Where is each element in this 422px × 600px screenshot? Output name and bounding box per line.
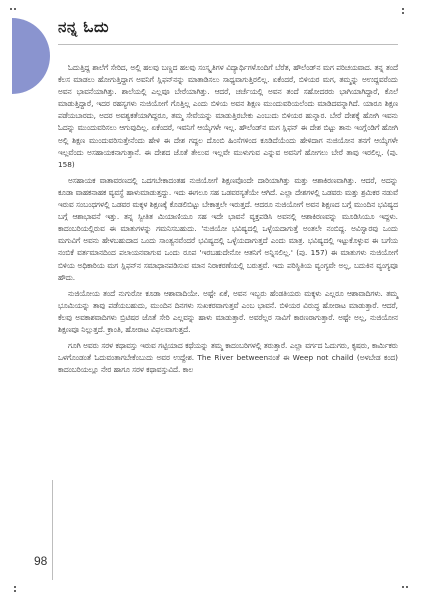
paragraph: ನುಜಿಯೋಯ ತಂದೆ ನುಗುರೋ ಕೂಡಾ ಆಶಾವಾದಿಯೇ. ಅಷ್ಟೇ ಏಕೆ, ಅವನ ಇಬ್ಬರು ಹೆಂಡತಿಯರು ಮಕ್ಕಳು ಎಲ್ಲರೂ ಆಶಾವಾದಿಗಳು. ತಮ್ಮ ಭೂಮಿಯನ್ನು ತಾವು ಪಡೆಯಬಹುದು, ಮುಂದಿನ ದಿನಗಳು ಸುಖಕರವಾಗುತ್ತವೆ ಎಂಬ ಭಾವನೆ. ಬಿಳಿಯರ ವಿರುದ್ಧ ಹೋರಾಟ ಮಾಡುತ್ತಾರೆ. ಆದರೆ, ಕೆಲವು ಅವಕಾಶವಾದಿಗಳು ಬ್ರಿಟಿಷರ ಜೊತೆ ಸೇರಿ ಎಲ್ಲವನ್ನು ಹಾಳು ಮಾಡುತ್ತಾರೆ. ಅವರೆಲ್ಲರ ಸಾವಿಗೆ ಕಾರಣರಾಗುತ್ತಾರೆ. ಅಷ್ಟೇ ಅಲ್ಲ, ನುಜಿಯೋನ ಶಿಕ್ಷಣವೂ ನಿಲ್ಲುತ್ತದೆ. ಕ್ರಾಂತಿ, ಹೋರಾಟ ವಿಫಲವಾಗುತ್ತದೆ. [58, 288, 398, 334]
paragraph: ಅಸಹಾಯಕ ವಾತಾವರಣದಲ್ಲಿ ಒದಗಬೇಕಾದಂತಹ ನುಜಿಯೋಗೆ ಶಿಕ್ಷಣವೊಂದೇ ದಾರಿಯಾಗಿತ್ತು ಮತ್ತು ಆಶಾಕಿರಣವಾಗಿತ್ತು. ಆದರೆ, ಅದನ್ನು ಕೂಡಾ ವಾಹಕನಾಹಕ ವ್ಯವಸ್ಥೆ ಹಾಳುಮಾಡುತ್ತದ್ದು. ಇದು ಈಗಲೂ ಸಹ ಒಡವರಸ್ಯತೆಯೇ ಆಗಿದೆ. ಎಲ್ಲಾ ದೇಶಗಳಲ್ಲಿ ಒಡವರು ಮತ್ತು ಶ್ರಮಿಕರ ನಡುವೆ ಇರುವ ಸಂಬಂಧಗಳಲ್ಲಿ ಒಡವರ ಮಕ್ಕಳ ಶಿಕ್ಷಣಕ್ಕೆ ಕೊಡಲಿಬಿಟ್ಟು ಬೇಕಾತ್ತಲೇ ಇರುತ್ತದೆ. ಆದರೂ ನುಜಿಯೋಗೆ ಅವನ ಶಿಕ್ಷಣದ ಬಗ್ಗೆ ಮುಂದಿನ ಭವಿಷ್ಯದ ಬಗ್ಗೆ ಆಶಾಭಾವನೆ ಇತ್ತು. ತನ್ನ ಸ್ವೀತಿತ ಮಿಯಾಣಿಯೂ ಸಹ ಇದೇ ಭಾವನೆ ವ್ಯಕ್ತಪಡಿಸಿ ಅವನಲ್ಲಿ ಆಶಾಕಿರಣವನ್ನು ಮೂಡಿಸಿಯೂ ಇದ್ದಳು. ಕಾದಂಬರಿಯಲ್ಲಿರುವ ಈ ಮಾತುಗಳನ್ನು ಗಮನಿಸಬಹುದು. 'ನುಜಿಯೋ ಭವಿಷ್ಯದಲ್ಲಿ ಒಳ್ಳೆಯದಾಗುತ್ತೆ ಅಂತಲೇ ನಂಬಿದ್ದ. ಅವಿಸ್ವಾರವು ಒಂದು ಮಗುವಿಗೆ ಅವನು ಹೇಳಬಹುದಾದ ಒಂದು ಸಾಂತ್ವನವೆಂದರೆ ಭವಿಷ್ಯದಲ್ಲಿ ಒಳ್ಳೆಯದಾಗುತ್ತದೆ ಎಂದು ಮಾತ್ರ. ಭವಿಷ್ಯದಲ್ಲಿ ಇಟ್ಟುಕೊಳ್ಳುವ ಈ ಬಗೆಯ ನಂಬಿಕೆ ವರ್ತಮಾನದಿಂದ ಪಲಾಯನವಾಗುವ ಒಂದು ರೂಪ 'ಇರಬಹುದೇನೋ ಆತನಿಗೆ ಅನ್ನಿಸಲಿಲ್ಲ.' (ಪು. 157) ಈ ಮಾತುಗಳು ನುಜಿಯೋಗೆ ಬಿಳಿಯ ಅಧಿಕಾರಿಯ ಮಗ ಸ್ಲಿಫನ್‌ನ ಸಮಾಧಾನಪಡಿಸುವ ಮಾನ ನಿರಾಕರಣೆಯಲ್ಲಿ ಬರುತ್ತವೆ. ಇದು ಪರಿಸ್ಥಿತಿಯ ವ್ಯಂಗ್ಯವೇ ಅಲ್ಲ, ಬದುಕಿನ ವ್ಯಂಗ್ಯವೂ ಹೌದು. [58, 175, 398, 282]
corner-mark [402, 8, 408, 14]
title-divider [58, 44, 398, 45]
paragraph: ಗೂಗಿ ಅವರು ಸರಳ ಕಥಾವಸ್ತು ಇರುವ ಗಟ್ಟಿಯಾದ ಕಥೆಯನ್ನು ತಮ್ಮ ಕಾದಂಬರಿಗಳಲ್ಲಿ ತರುತ್ತಾರೆ. ಎಲ್ಲಾ ವರ್ಗದ ಓದುಗರು, ಕೃಷರು, ಕಾರ್ಮಿಕರು ಒಳಗೊಂಡಂತೆ ಓದುವಂತಾಗಬೇಕೆಂಬುದು ಅವರ ಉದ್ದೇಶ. The River betweenನಂತೆ ಈ Weep not chaild (ಅಳಬೇಡ ಕಂದ) ಕಾದಂಬರಿಯಲ್ಲೂ ನೇರ ಹಾಗೂ ಸರಳ ಕಥಾವಸ್ತುವಿದೆ. ಕಾಲ [58, 341, 398, 375]
margin-rule [52, 480, 53, 580]
paragraph: ಓದುತ್ತಿದ್ದ ಶಾಲೆಗೆ ಸೇರಿದ, ಅಲ್ಲಿ ಹಲವು ಬಣ್ಣದ ಹಲವು ಸಂಸ್ಕೃತಿಗಳ ವಿದ್ಯಾರ್ಥಿಗಳೊಂದಿಗೆ ಬೆರೆತ, ಹೌಲೆಂಡ್‌ನ ಮಗ ಪರಿಚಯವಾದ. ತನ್ನ ತಂದೆ ಕೆಲಸ ಮಾಡಲು ಹೋಗುತ್ತಿದ್ದಾಗ ಅವನಿಗೆ ಸ್ಲಿಫನ್‌ನನ್ನು ಮಾತಾಡಿಸಲು ಸಾಧ್ಯವಾಗುತ್ತಿರಲಿಲ್ಲ. ಏಕೆಂದರೆ, ಬಿಳಿಯರ ಮಗ, ತಮ್ಮನ್ನು ಅಉದ್ದವರೆಂದು ಅವನ ಭಾವನೆಯಾಗಿತ್ತು. ಶಾಲೆಯಲ್ಲಿ ಎಲ್ಲವೂ ಬೇರೆಯಾಗಿತ್ತು. ಆದರೆ, ಚರ್ಚೆಯಲ್ಲಿ ಅವನ ತಂದೆ ಸಹೋದರರು ಭಾಗಿಯಾಗಿದ್ದಾರೆ, ಕೊಲೆ ಮಾಡುತ್ತಿದ್ದಾರೆ, ಇದರ ರಹಸ್ಯಗಳು ನುಜಿಯೋಗೆ ಗೊತ್ತಿಲ್ಲ ಎಂದು ಬಿಳಿಯ ಅವನ ಶಿಕ್ಷಣ ಮುಂದುವರಿಯಲೆಂದು ಮಾಡಿದವನ್ನಾಗಿದೆ. ಯಾರೂ ಶಿಕ್ಷಣ ಪಡೆಯಬಾರದು, ಅದರ ಅವಶ್ಯಕತೆಯಾಗಿದ್ದರೂ, ತಮ್ಮ ಸೇವೆಯನ್ನು ಮಾಡುತ್ತಿರಬೇಕು ಎಂಬುದು ಬಿಳಿಯರ ಹುನ್ನಾರ. ಬೇರೆ ದೇಶಕ್ಕೆ ಹೋಗಿ ಇವನು ಓದನ್ನು ಮುಂದುವರಿಸಲು ಆಗುವುದಿಲ್ಲ. ಏಕೆಂದರೆ, ಇವನಿಗೆ ಆಯ್ಕೆಗಳೇ ಇಲ್ಲ. ಹೌಲೆಂಡ್‌ನ ಮಗ ಸ್ಲಿಫನ್ ಈ ದೇಶ ಬಿಟ್ಟು ತಾನು ಇಂಗ್ಲೆಂಡಿಗೆ ಹೋಗಿ ಅಲ್ಲಿ ಶಿಕ್ಷಣ ಮುಂದುವರಿಸುತ್ತೇನೆಂದು ಹೇಳಿ ಈ ದೇಶ ಗದ್ದಲ ದೊಂಬಿ ಹಿಂಸೆಗಳಿಂದ ಕೂಡಿದೆಯೆಂದು ಹೇಳಿದಾಗ ನುಜಿಯೋನ ತನಗೆ ಆಯ್ಕೆಗಳೇ ಇಲ್ಲವೆಂದು ಅಸಹಾಯಕನಾಗುತ್ತಾನೆ. ಈ ದೇಶದ ಜೊತೆ ತೇಲುವ ಇಲ್ಲವೇ ಮುಳುಗುವ ಎನ್ನುವ ಅವನಿಗೆ ಹೋಗಲು ಬೇರೆ ತಾವು ಇರಲಿಲ್ಲ. (ಪು. 158) [58, 63, 398, 169]
chapter-title: ನನ್ನ ಓದು [58, 18, 109, 36]
body-text [58, 62, 398, 380]
page-number: 98 [34, 554, 48, 568]
corner-mark [10, 8, 16, 14]
decorative-half-circle [12, 18, 50, 94]
corner-mark [402, 586, 408, 592]
corner-mark [14, 586, 20, 592]
